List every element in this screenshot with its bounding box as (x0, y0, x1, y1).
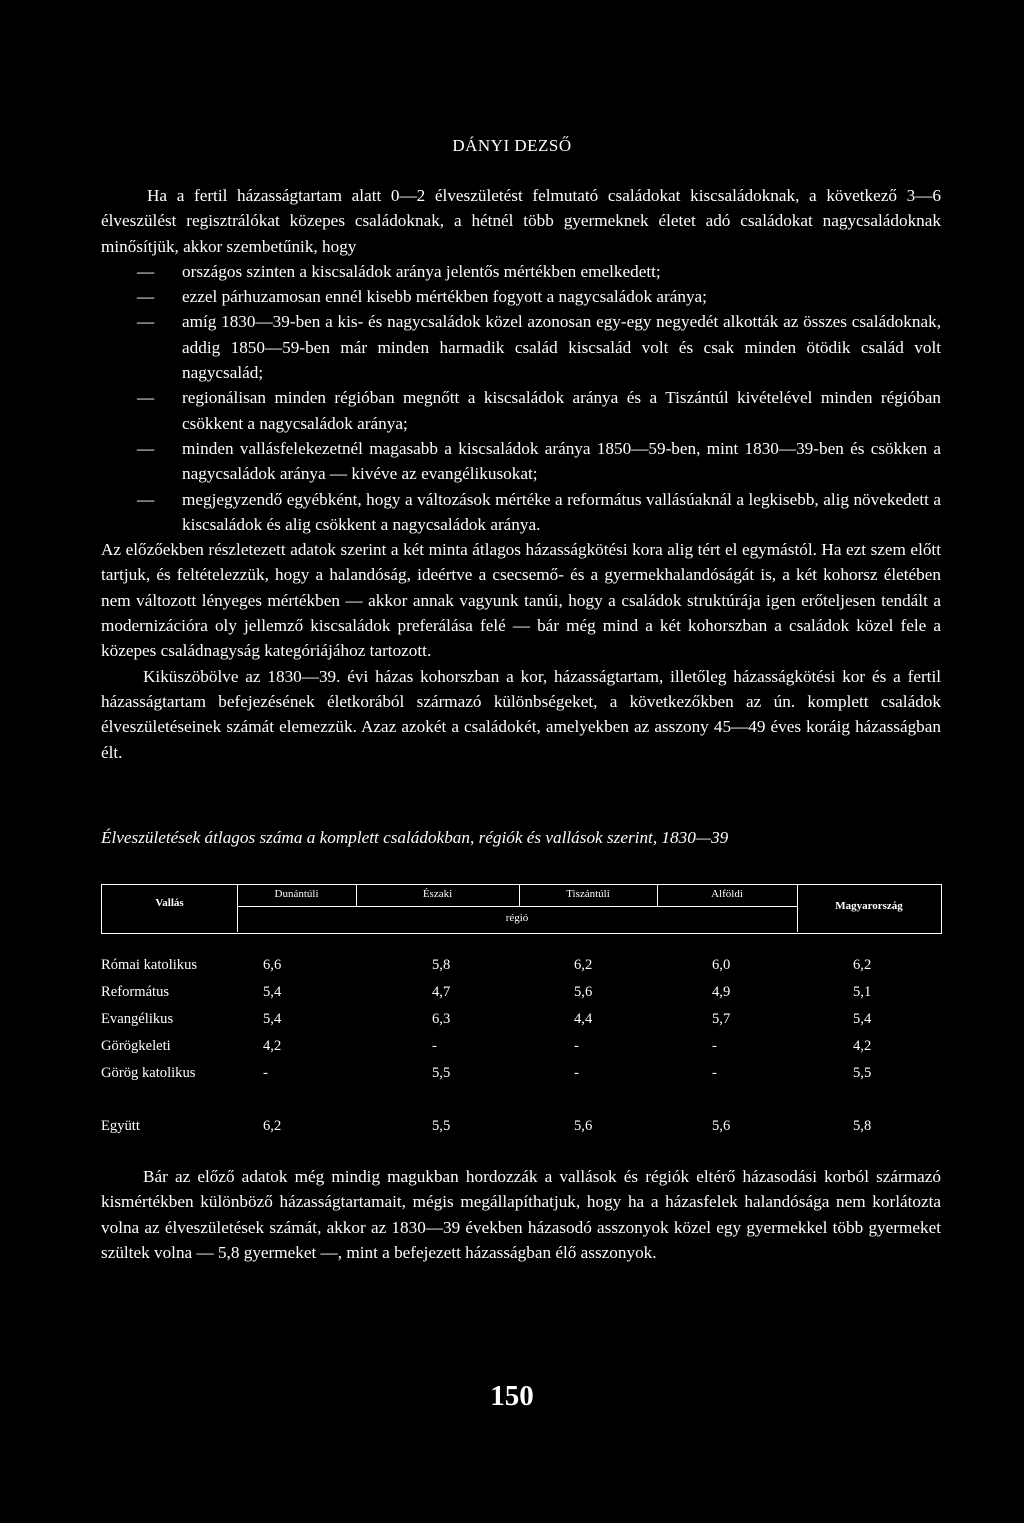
main-text (101, 183, 941, 765)
table-row: Görög katolikus - 5,5 - - 5,5 (101, 1065, 872, 1081)
data-table (101, 957, 941, 1145)
col-regio: régió (505, 912, 529, 924)
dash-marker: — (137, 287, 155, 307)
col-region: Alföldi (711, 888, 743, 900)
divider (237, 906, 797, 907)
col-magyarorszag: Magyarország (835, 900, 903, 912)
col-vallas: Vallás (155, 897, 184, 909)
list-item: — amíg 1830—39-ben a kis- és nagycsaládok közel azonosan egy-egy negyedét alkották az összes családoknak, addig 1850—59-ben már minden harmadik család kiscsalád volt és csak minden ötödik család volt nagycsalád; (101, 309, 941, 385)
dash-marker: — (137, 261, 155, 281)
list-item: — megjegyzendő egyébként, hogy a változások mértéke a református vallásúaknál a legkisebb, alig növekedett a kiscsaládok és alig csökkent a nagycsaládok aránya. (101, 487, 941, 538)
table-row: Görögkeleti 4,2 - - - 4,2 (101, 1038, 872, 1054)
findings-list (101, 259, 941, 537)
col-region: Tiszántúli (566, 888, 610, 900)
paragraph-4: Bár az előző adatok még mindig magukban hordozzák a vallások és régiók eltérő házasodási korból származó kismértékben különböző házasságtartamait, mégis megállapíthatjuk, hogy ha a házasfelek halandósága nem korlátozta volna az élveszületések számát, akkor az 1830—39 években házasodó asszonyok közel egy gyermekkel több gyermeket szültek volna — 5,8 gyermeket —, mint a befejezett házasságban élő asszonyok. (101, 1167, 941, 1262)
dash-marker: — (137, 312, 155, 332)
table-row: Evangélikus 5,4 6,3 4,4 5,7 5,4 (101, 1011, 872, 1027)
dash-marker: — (137, 438, 155, 458)
col-region: Északi (422, 888, 453, 900)
table-caption: Élveszületések átlagos száma a komplett családokban, régiók és vallások szerint, 1830—39 (101, 828, 729, 847)
table-header (101, 884, 942, 934)
table-row: Római katolikus 6,6 5,8 6,2 6,0 6,2 (101, 957, 872, 973)
list-item: — regionálisan minden régióban megnőtt a kiscsaládok aránya és a Tiszántúl kivételével minden régióban csökkent a nagycsaládok aránya; (101, 385, 941, 436)
dash-marker: — (137, 489, 155, 509)
col-region: Dunántúli (274, 888, 319, 900)
paragraph-3: Kiküszöbölve az 1830—39. évi házas kohorszban a kor, házasságtartam, illetőleg házasságkötési kor és a fertil házasságtartam befejezésének életkorából származó különbségeket, a következőkben az ún. komplett családok élveszületéseinek számát elemezzük. Azaz azokét a családokét, amelyekben az asszony 45—49 éves koráig házasságban élt. (101, 666, 941, 762)
list-item: — minden vallásfelekezetnél magasabb a kiscsaládok aránya 1850—59-ben, mint 1830—39-ben és csökken a nagycsaládok aránya — kivéve az evangélikusokat; (101, 436, 941, 487)
running-header: DÁNYI DEZSŐ (452, 136, 572, 155)
intro-paragraph: Ha a fertil házasságtartam alatt 0—2 élveszületést felmutató családokat kiscsaládoknak, a következő 3—6 élveszülést regisztrálókat közepes családoknak, a hétnél több gyermeknek életet adó családokat nagycsaládoknak minősítjük, akkor szembetűnik, hogy (101, 186, 941, 256)
page-number: 150 (490, 1380, 534, 1412)
closing-text (101, 1164, 941, 1265)
table-row: Református 5,4 4,7 5,6 4,9 5,1 (101, 984, 872, 1000)
table-row-total: Együtt 6,2 5,5 5,6 5,6 5,8 (101, 1118, 872, 1134)
list-item: — országos szinten a kiscsaládok aránya jelentős mértékben emelkedett; (101, 259, 941, 284)
list-item: — ezzel párhuzamosan ennél kisebb mértékben fogyott a nagycsaládok aránya; (101, 284, 941, 309)
paragraph-2: Az előzőekben részletezett adatok szerint a két minta átlagos házasságkötési kora alig tért el egymástól. Ha ezt szem előtt tartjuk, és feltételezzük, hogy a halandóság, ideértve a csecsemő- és a gyermekhalandóságát is, a két kohorsz életében nem változott lényeges mértékben — akkor annak vagyunk tanúi, hogy a családok struktúrája igen erőteljesen tendált a modernizációra oly jellemző kiscsaládok preferálása felé — bár még mind a két kohorszban a családok közel fele a közepes családnagyság kategóriájához tartozott. (101, 540, 941, 661)
dash-marker: — (137, 388, 155, 408)
